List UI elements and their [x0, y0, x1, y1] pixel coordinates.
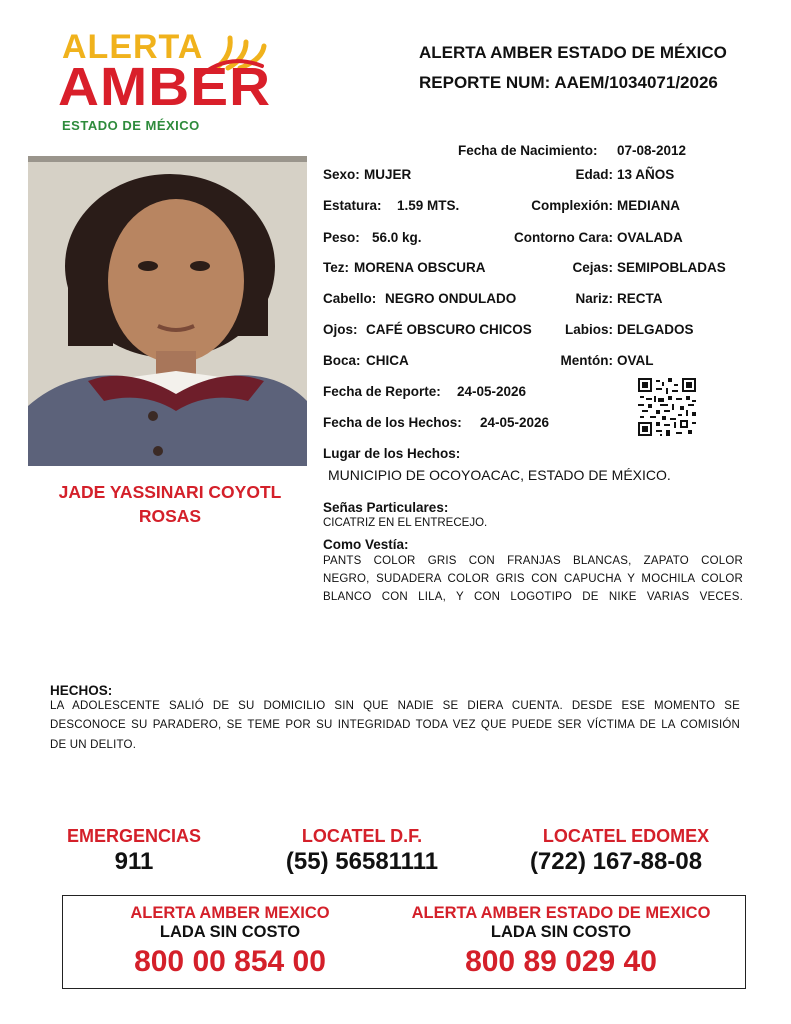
sex-value: MUJER [364, 167, 412, 182]
facts-line: DESCONOCE SU PARADERO, SE TEME POR SU INTEGRIDAD TODA VEZ QUE PUEDE SER VÍCTIMA DE LA COMISIÓN [50, 719, 740, 731]
place-value: MUNICIPIO DE OCOYOACAC, ESTADO DE MÉXICO. [328, 467, 671, 483]
weight-label: Peso: [323, 230, 360, 245]
contact-title-emergencias: EMERGENCIAS [66, 826, 201, 846]
hair-value: NEGRO ONDULADO [385, 291, 517, 306]
logo-estado-text: ESTADO DE MÉXICO [62, 118, 200, 133]
skin-label: Tez: [323, 260, 349, 275]
clothes-line: PANTS COLOR GRIS CON FRANJAS BLANCAS, ZAPATO COLOR [323, 555, 743, 567]
report-number: REPORTE NUM: AAEM/1034071/2026 [419, 73, 718, 92]
logo-alerta-text: ALERTA [62, 28, 204, 66]
qr-code-icon[interactable] [638, 378, 696, 436]
header-title: ALERTA AMBER ESTADO DE MÉXICO [419, 43, 727, 62]
contact-number-locatel-edomex[interactable]: (722) 167-88-08 [529, 848, 703, 875]
report-date-label: Fecha de Reporte: [323, 384, 441, 399]
logo-amber-text: AMBER [58, 57, 272, 117]
person-name-line2: ROSAS [138, 506, 202, 526]
face-label: Contorno Cara: [514, 230, 613, 245]
facts-label: HECHOS: [50, 683, 113, 698]
birth-value: 07-08-2012 [617, 143, 687, 158]
report-date-value: 24-05-2026 [457, 384, 527, 399]
eyes-value: CAFÉ OBSCURO CHICOS [366, 322, 532, 337]
height-value: 1.59 MTS. [397, 198, 460, 213]
brows-value: SEMIPOBLADAS [617, 260, 726, 275]
brows-label: Cejas: [572, 260, 613, 275]
marks-label: Señas Particulares: [323, 500, 449, 515]
skin-value: MORENA OBSCURA [354, 260, 486, 275]
clothes-label: Como Vestía: [323, 537, 409, 552]
mouth-label: Boca: [323, 353, 361, 368]
clothes-line: BLANCO CON LILA, Y CON LOGOTIPO DE NIKE VARIAS VECES. [323, 591, 743, 603]
toll-free-number-edomex[interactable]: 800 89 029 40 [465, 945, 657, 978]
build-value: MEDIANA [617, 198, 680, 213]
face-value: OVALADA [617, 230, 683, 245]
sex-label: Sexo: [323, 167, 360, 182]
missing-person-photo [28, 156, 307, 466]
age-label: Edad: [575, 167, 613, 182]
weight-value: 56.0 kg. [372, 230, 422, 245]
chin-value: OVAL [617, 353, 654, 368]
event-date-value: 24-05-2026 [480, 415, 550, 430]
contact-title-locatel-df: LOCATEL D.F. [301, 826, 423, 846]
contact-title-locatel-edomex: LOCATEL EDOMEX [542, 826, 710, 846]
eyes-label: Ojos: [323, 322, 358, 337]
person-name-line1: JADE YASSINARI COYOTL [58, 482, 282, 502]
lips-label: Labios: [564, 322, 613, 337]
toll-free-number-mexico[interactable]: 800 00 854 00 [134, 945, 326, 978]
event-date-label: Fecha de los Hechos: [323, 415, 462, 430]
height-label: Estatura: [323, 198, 382, 213]
place-label: Lugar de los Hechos: [323, 446, 461, 461]
toll-free-subtitle-mexico: LADA SIN COSTO [159, 923, 301, 941]
chin-label: Mentón: [560, 353, 613, 368]
contact-number-locatel-df[interactable]: (55) 56581111 [285, 848, 439, 875]
clothes-line: NEGRO, SUDADERA COLOR GRIS CON CAPUCHA Y MOCHILA COLOR [323, 573, 743, 585]
lips-value: DELGADOS [617, 322, 694, 337]
toll-free-subtitle-edomex: LADA SIN COSTO [490, 923, 632, 941]
age-value: 13 AÑOS [617, 167, 675, 182]
toll-free-title-mexico: ALERTA AMBER MEXICO [130, 904, 330, 922]
birth-label: Fecha de Nacimiento: [458, 143, 598, 158]
marks-value: CICATRIZ EN EL ENTRECEJO. [323, 517, 488, 529]
build-label: Complexión: [531, 198, 613, 213]
facts-line: LA ADOLESCENTE SALIÓ DE SU DOMICILIO SIN QUE NADIE SE DIERA CUENTA. DESDE ESE MOMENTO SE [50, 700, 740, 712]
hair-label: Cabello: [323, 291, 377, 306]
nose-value: RECTA [617, 291, 663, 306]
facts-line: DE UN DELITO. [50, 739, 137, 751]
nose-label: Nariz: [575, 291, 613, 306]
toll-free-title-edomex: ALERTA AMBER ESTADO DE MEXICO [411, 904, 711, 922]
contact-number-emergencias[interactable]: 911 [114, 848, 154, 875]
mouth-value: CHICA [366, 353, 409, 368]
